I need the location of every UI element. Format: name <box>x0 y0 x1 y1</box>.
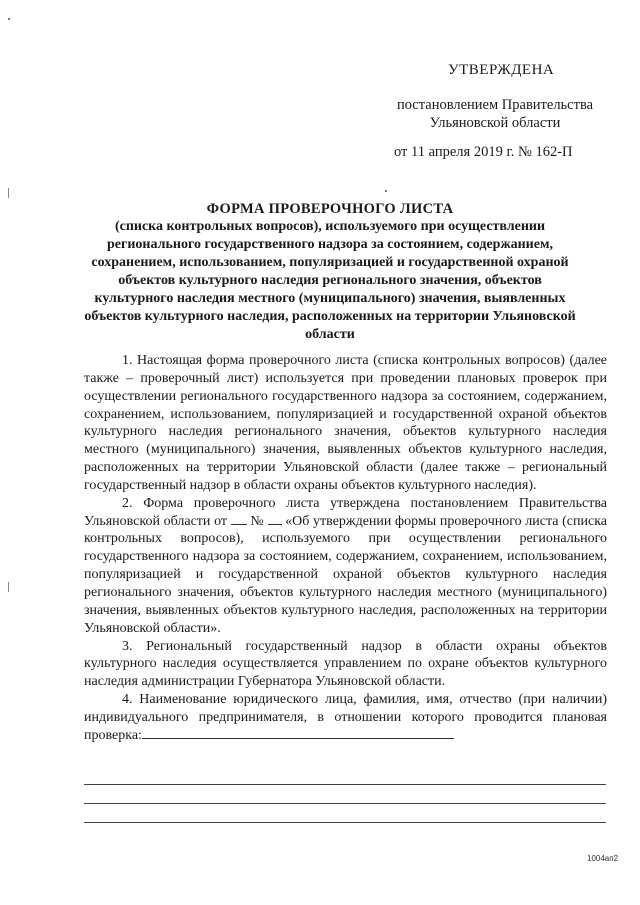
approved-label: УТВЕРЖДЕНА <box>448 62 555 78</box>
resolution-line: постановлением Правительства <box>396 97 594 113</box>
paragraph-2-rest: «Об утверждении формы проверочного листа (списка контрольных вопросов), используемого при осуществлении регионального государственного надзора за состоянием, содержанием, сохранением, использованием, популяризацией и государственной охраной объектов культурного наследия регионального значения, объектов культурного наследия местного (муниципального) значения, выявленных объектов культурного наследия, расположенных на территории Ульяновской области». <box>84 513 608 636</box>
date-fill-line <box>231 524 247 525</box>
number-fill-line <box>268 524 282 525</box>
paragraph-2-number: № <box>246 513 268 529</box>
paragraph-3: 3. Региональный государственный надзор в области охраны объектов культурного наследия осуществляется управлением по охране объектов культурного наследия администрации Губернатора Ульяновской области. <box>84 638 607 690</box>
inspection-subject-line <box>142 738 454 739</box>
paragraph-2 <box>84 495 607 638</box>
blank-lines <box>84 766 606 823</box>
paragraph-1: 1. Настоящая форма проверочного листа (списка контрольных вопросов) (далее также – проверочный лист) используется при проведении плановых проверок при осуществлении регионального государственного надзора за состоянием, содержанием, сохранением, использованием, популяризацией и государственной охраной объектов культурного наследия регионального значения, объектов культурного наследия местного (муниципального) значения, выявленных объектов культурного наследия, расположенных на территории Ульяновской области (далее также – региональный государственный надзор в области охраны объектов культурного наследия). <box>84 353 607 493</box>
title-main: ФОРМА ПРОВЕРОЧНОГО ЛИСТА <box>206 201 454 217</box>
document-body <box>84 352 607 745</box>
paragraph-4 <box>84 691 607 745</box>
document-code: 1004ап2 <box>587 854 619 863</box>
document-title <box>80 200 580 344</box>
scan-margin-mark <box>8 188 9 198</box>
paragraph-4-text: 4. Наименование юридического лица, фамилия, имя, отчество (при наличии) индивидуального предпринимателя, в отношении которого проводится плановая проверка: <box>84 692 607 743</box>
blank-line <box>84 785 606 804</box>
blank-line <box>84 804 606 823</box>
paragraph-2-start: 2. Форма проверочного листа утверждена постановлением Правительства Ульяновской области от <box>84 495 607 529</box>
resolution-block <box>380 96 610 132</box>
resolution-date: от 11 апреля 2019 г. № 162-П <box>394 144 573 160</box>
title-subtitle: (списка контрольных вопросов), используемого при осуществлении регионального государственного надзора за состоянием, содержанием, сохранением, использованием, популяризацией и государственной охраной объектов культурного наследия регионального значения, объектов культурного наследия местного (муниципального) значения, выявленных объектов культурного наследия, расположенных на территории Ульяновской области <box>84 219 576 342</box>
scan-dot <box>8 18 10 20</box>
resolution-line: Ульяновской области <box>429 115 561 131</box>
scan-dot <box>385 190 387 192</box>
blank-line <box>84 766 606 785</box>
scan-margin-mark <box>8 582 9 592</box>
